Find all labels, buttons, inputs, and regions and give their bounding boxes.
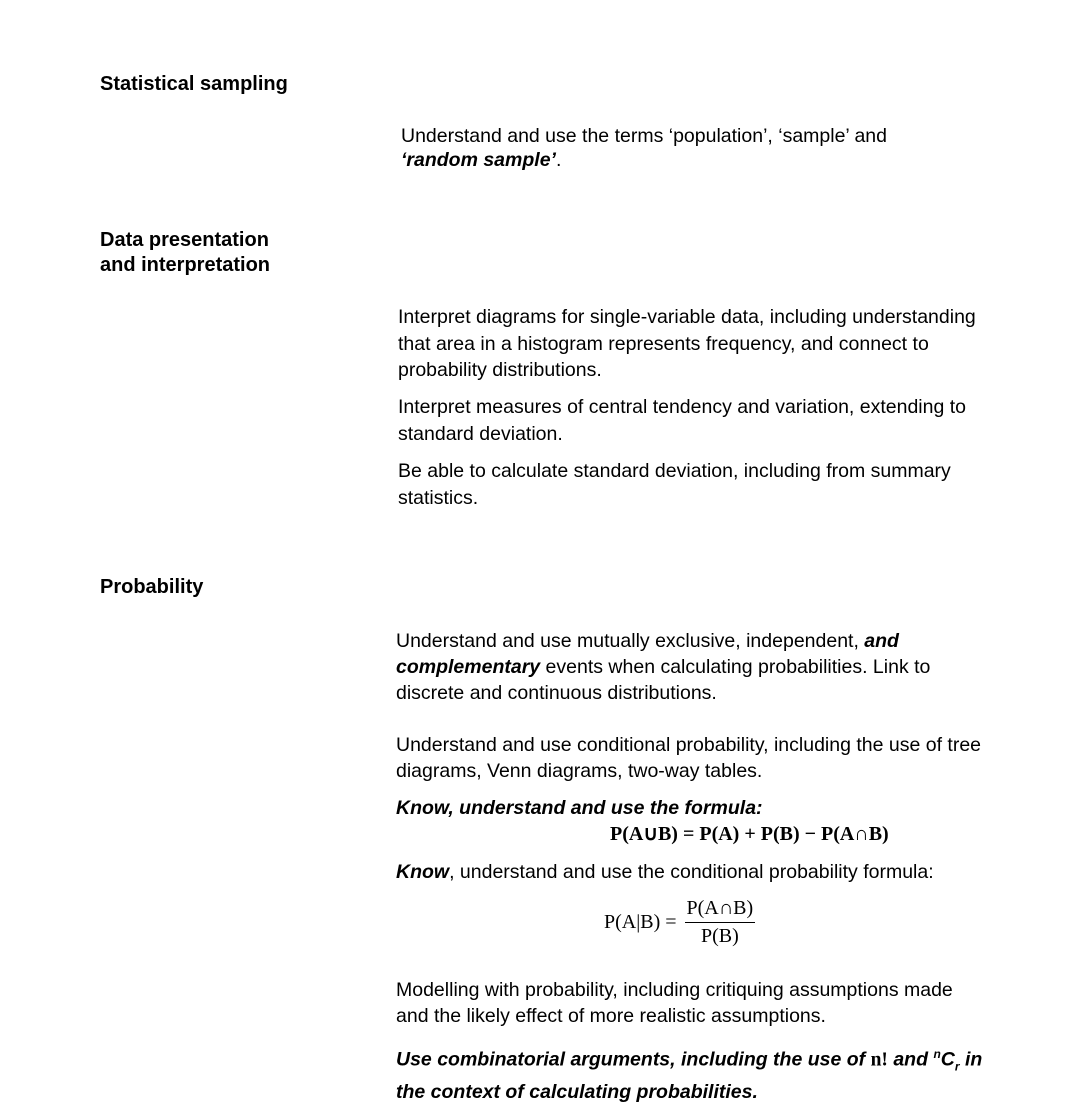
ncr-subscript: r [954,1059,960,1074]
probability-paragraph-conditional-formula-intro [396,859,996,886]
know-term: Know [396,861,450,883]
conditional-probability-formula [604,896,755,948]
data-paragraph-standard-deviation: Be able to calculate standard deviation, including from summary statistics. [398,460,951,509]
formula-numerator: P(A∩B) [685,896,756,923]
section-heading-probability: Probability [100,576,204,598]
union-formula: P(A∪B) = P(A) + P(B) − P(A∩B) [610,823,889,845]
combinatorial-text: Use combinatorial arguments, including the use of [396,1048,871,1071]
ncr-superscript: n [933,1047,941,1061]
sampling-text: Understand and use the terms ‘population’, ‘sample’ and [401,125,887,147]
formula-lhs: P(A|B) = [604,910,677,933]
probability-paragraph-formula-intro: Know, understand and use the formula: [396,797,763,819]
events-text: Understand and use mutually exclusive, independent, [396,630,865,652]
probability-paragraph-conditional: Understand and use conditional probability, including the use of tree diagrams, Venn diagrams, two-way tables. [396,734,982,782]
probability-paragraph-modelling: Modelling with probability, including critiquing assumptions made and the likely effect of more realistic assumptions. [396,979,953,1027]
n-factorial: n! [870,1049,888,1071]
combinatorial-and: and [887,1048,934,1071]
probability-paragraph-combinatorial [396,1041,996,1105]
complementary-term: and complementary [396,630,899,678]
sampling-period: . [555,149,562,171]
formula-fraction [685,896,756,948]
random-sample-term: ‘random sample’ [401,149,556,171]
section-heading-statistical-sampling: Statistical sampling [100,73,288,95]
heading-line-2: and interpretation [100,254,271,276]
sampling-paragraph [401,124,961,172]
formula-denominator: P(B) [700,925,739,947]
conditional-intro-text: , understand and use the conditional probability formula: [449,861,934,883]
data-paragraph-central-tendency: Interpret measures of central tendency and variation, extending to standard deviation. [398,396,967,445]
section-heading-data-presentation [100,228,270,278]
data-paragraph-diagrams: Interpret diagrams for single-variable data, including understanding that area in a histogram represents frequency, and connect to probability distributions. [398,306,976,381]
events-text-rest: events when calculating probabilities. Link to discrete and continuous distributions. [396,656,931,704]
ncr-c: C [940,1048,955,1071]
combinatorial-text-rest: in the context of calculating probabilities. [396,1048,983,1104]
heading-line-1: Data presentation [100,229,269,251]
probability-paragraph-events [396,628,976,706]
